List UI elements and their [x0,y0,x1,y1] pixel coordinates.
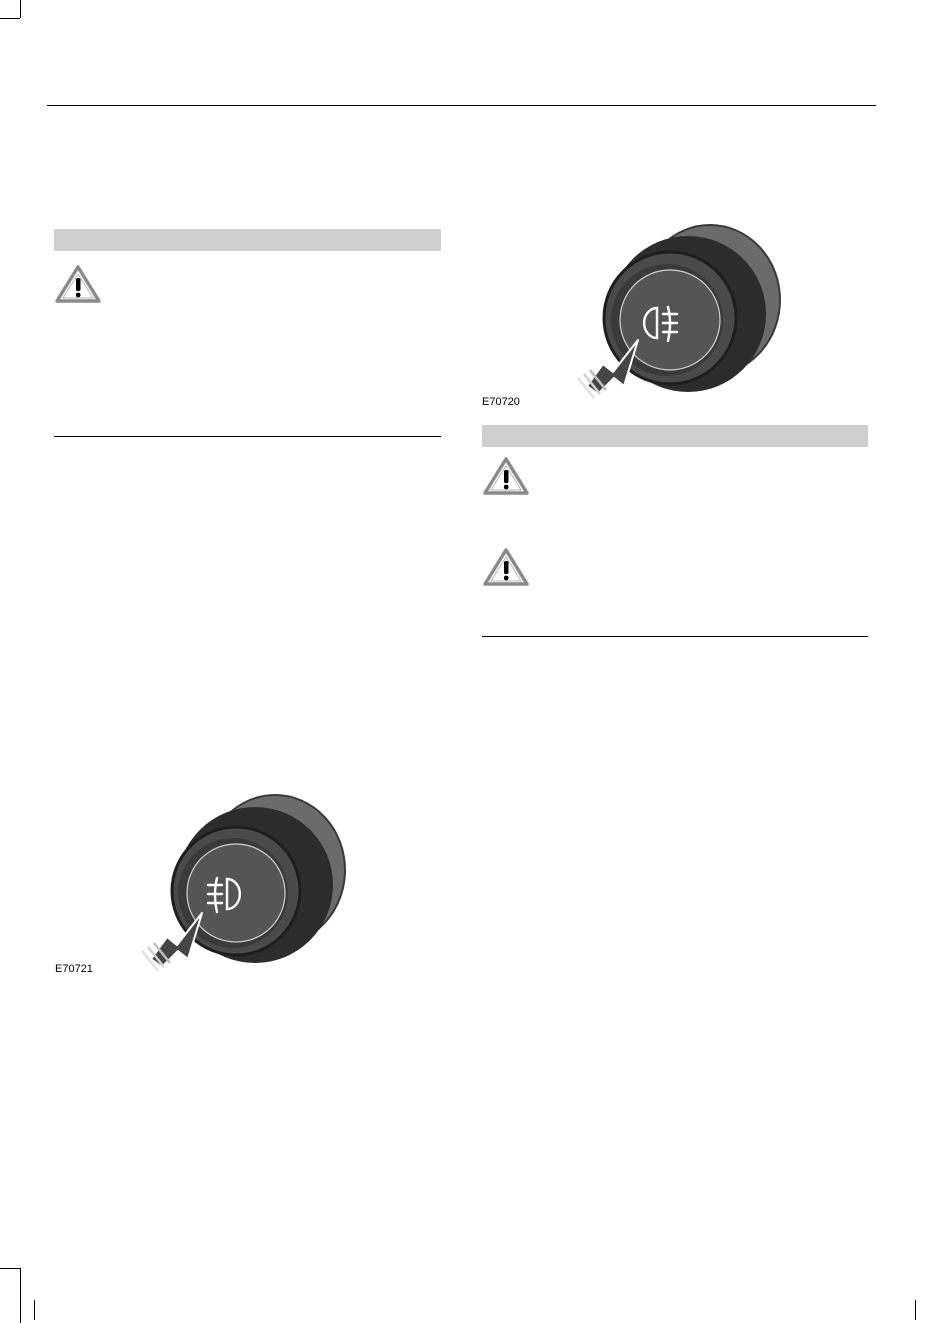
crop-mark-bottom-right-tick [915,1300,916,1320]
crop-mark-bottom-left-tick [34,1300,35,1320]
figure-code-front: E70721 [55,963,93,975]
crop-mark-bottom-left-h [0,1268,20,1269]
warning-triangle-icon [482,547,530,587]
rear-fog-switch-illustration [560,210,800,400]
figure-code-rear: E70720 [482,396,520,408]
fog-lamp-switch-figure-rear [560,210,800,400]
crop-mark-top-left-h [0,18,20,19]
section-end-rule-right [482,636,868,637]
fog-lamp-switch-figure-front [120,785,360,975]
warning-block-left [54,264,102,304]
warning-block-right-2 [482,547,530,587]
section-heading-band-left [54,229,441,251]
crop-mark-bottom-left-v [20,1268,21,1323]
header-rule [47,105,876,106]
warning-triangle-icon [482,456,530,496]
warning-block-right-1 [482,456,530,496]
section-end-rule-left [54,436,441,437]
front-fog-switch-illustration [120,785,360,975]
warning-triangle-icon [54,264,102,304]
section-heading-band-right [482,425,868,447]
crop-mark-top-left-v [20,0,21,18]
